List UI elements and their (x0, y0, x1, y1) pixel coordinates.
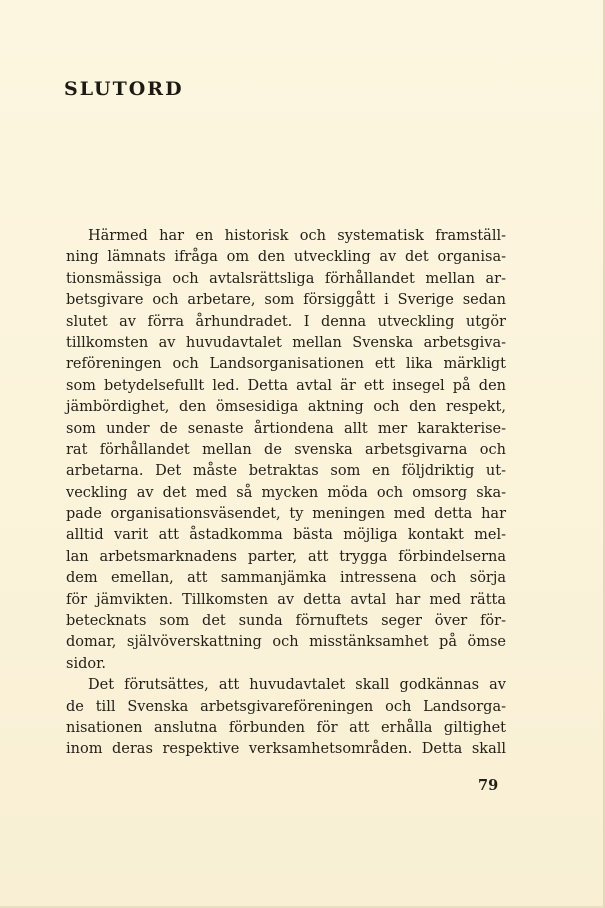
text-line: slutet av förra århundradet. I denna utveckling utgör (66, 313, 506, 330)
text-line: ning lämnats ifråga om den utveckling av det organisa- (66, 249, 506, 266)
text-line: arbetarna. Det måste betraktas som en följdriktig ut- (66, 463, 506, 480)
text-line: som betydelsefullt led. Detta avtal är ett insegel på den (66, 377, 506, 394)
text-line: nisationen anslutna förbunden för att erhålla giltighet (66, 719, 506, 736)
text-line: pade organisationsväsendet, ty meningen med detta har (66, 506, 506, 523)
text-line: rat förhållandet mellan de svenska arbetsgivarna och (66, 441, 506, 458)
text-line: tionsmässiga och avtalsrättsliga förhållandet mellan ar- (66, 270, 506, 287)
text-line: de till Svenska arbetsgivareföreningen och Landsorga- (66, 698, 506, 715)
text-line: alltid varit att åstadkomma bästa möjliga kontakt mel- (66, 527, 506, 544)
text-line: dem emellan, att sammanjämka intressena och sörja (66, 570, 506, 587)
chapter-heading: SLUTORD (64, 78, 184, 100)
text-line: för jämvikten. Tillkomsten av detta avtal har med rätta (66, 591, 506, 608)
text-line: jämbördighet, den ömsesidiga aktning och den respekt, (66, 399, 506, 416)
body-text (66, 226, 506, 761)
text-line: lan arbetsmarknadens parter, att trygga förbindelserna (66, 548, 506, 565)
text-line: veckling av det med så mycken möda och omsorg ska- (66, 484, 506, 501)
text-line: betecknats som det sunda förnuftets seger över för- (66, 613, 506, 630)
text-line: Det förutsättes, att huvudavtalet skall godkännas av (88, 677, 506, 694)
text-line: reföreningen och Landsorganisationen ett lika märkligt (66, 356, 506, 373)
text-line: domar, självöverskattning och misstänksamhet på ömse (66, 634, 506, 651)
text-line: betsgivare och arbetare, som försiggått i Sverige sedan (66, 292, 506, 309)
text-line: inom deras respektive verksamhetsområden. Detta skall (66, 741, 506, 758)
text-line: sidor. (66, 655, 107, 672)
text-line: som under de senaste årtiondena allt mer karakterise- (66, 420, 506, 437)
text-line: Härmed har en historisk och systematisk framställ- (88, 228, 506, 244)
text-line: tillkomsten av huvudavtalet mellan Svenska arbetsgiva- (66, 334, 506, 351)
page-number: 79 (478, 777, 499, 794)
